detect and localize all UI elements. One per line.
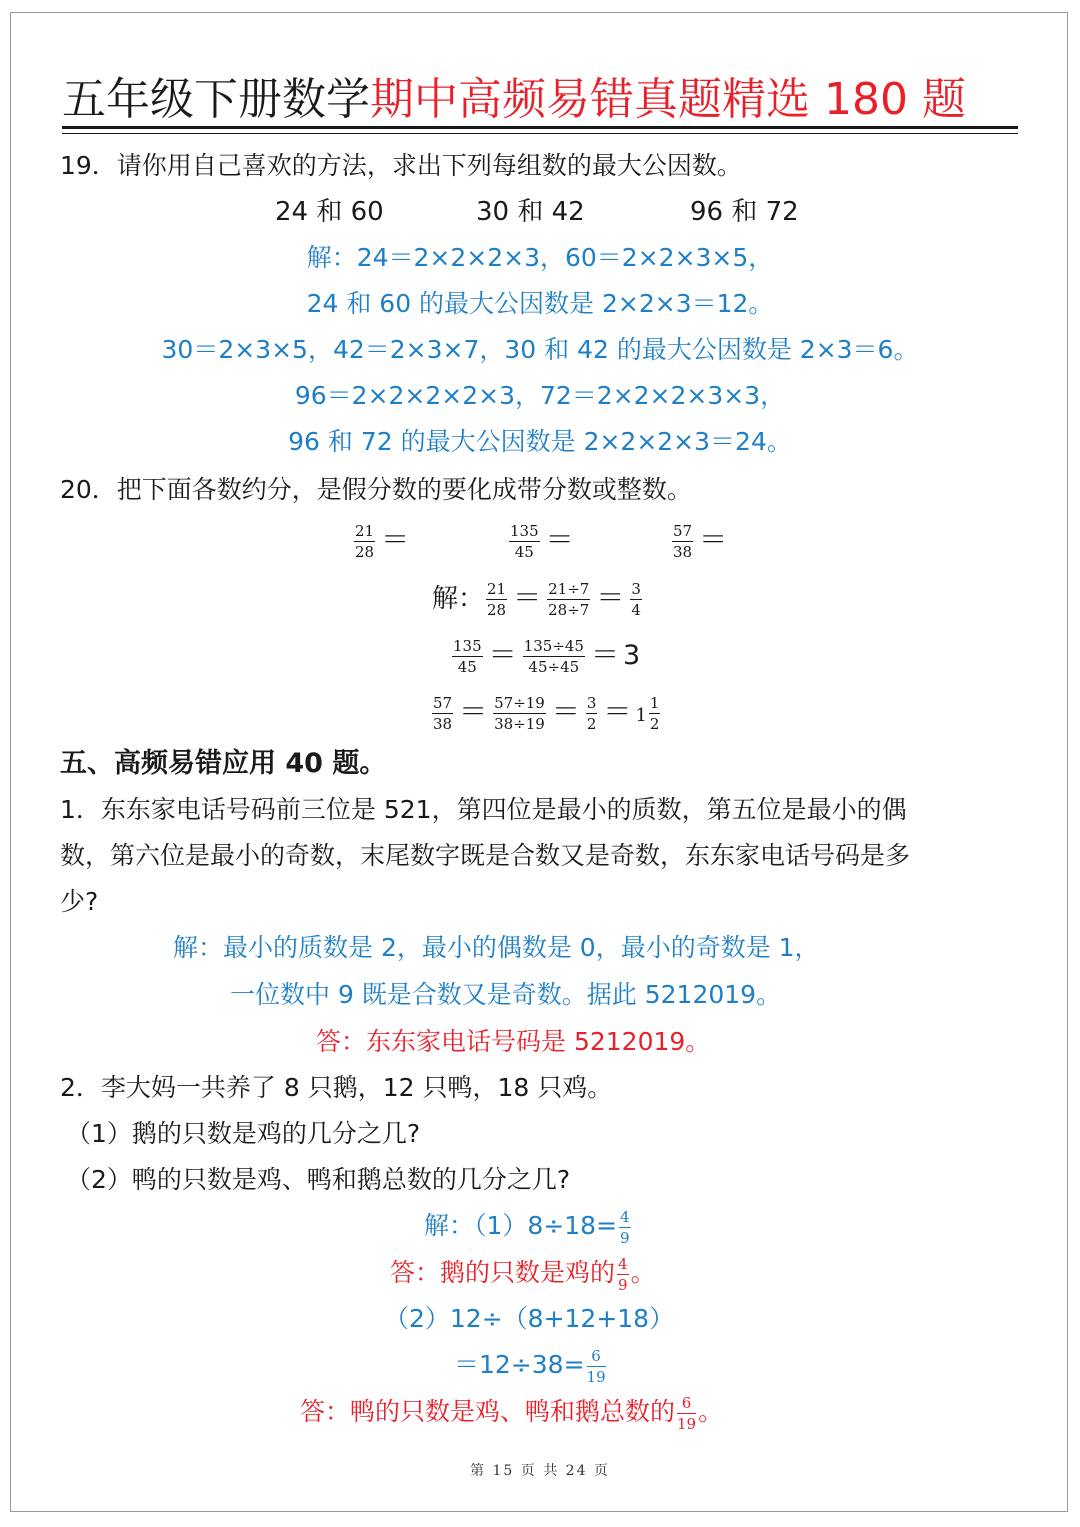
section-heading: 五、高频易错应用 40 题。	[60, 748, 387, 779]
page-title	[62, 68, 1020, 132]
fraction: $\frac{57}{38}$	[673, 522, 693, 561]
q19-group-2: 30 和 42	[476, 197, 585, 227]
q19-prompt: 19．请你用自己喜欢的方法，求出下列每组数的最大公因数。	[60, 151, 742, 180]
fraction: $\frac{1}{2}$	[649, 694, 660, 733]
q1-solution-line-2: 一位数中 9 既是合数又是奇数。据此 5212019。	[230, 980, 782, 1009]
q2-answer-1: 答：鹅的只数是鸡的 $\frac{4}{9}$ 。	[390, 1254, 656, 1294]
q20-work-1: 解： $\frac{21}{28}$ ＝ $\frac{21\div 7}{28\div 7}$ ＝ $\frac{3}{4}$	[432, 580, 641, 619]
q2-prompt: 2．李大妈一共养了 8 只鹅，12 只鸭，18 只鸡。	[60, 1073, 613, 1102]
fraction: $\frac{21}{28}$	[355, 522, 375, 561]
q19-solution-line-1: 解：24＝2×2×2×3，60＝2×2×3×5，	[306, 243, 774, 272]
q19-solution-line-5: 96 和 72 的最大公因数是 2×2×2×3＝24。	[288, 427, 792, 456]
q1-solution-line-1: 解：最小的质数是 2，最小的偶数是 0，最小的奇数是 1，	[173, 933, 820, 962]
q20-item-2: $\frac{135}{45}$ ＝	[510, 522, 574, 561]
q1-line-2: 数，第六位是最小的奇数，末尾数字既是合数又是奇数，东东家电话号码是多	[60, 841, 911, 870]
q20-item-1: $\frac{21}{28}$ ＝	[355, 522, 410, 561]
q20-prompt: 20．把下面各数约分，是假分数的要化成带分数或整数。	[60, 475, 692, 504]
fraction: $\frac{135\div 45}{45\div 45}$	[523, 637, 584, 676]
q20-jie-label: 解：	[432, 584, 485, 614]
q2-sub-1: （1）鹅的只数是鸡的几分之几?	[66, 1119, 421, 1148]
q2-sub-2: （2）鸭的只数是鸡、鸭和鹅总数的几分之几?	[66, 1165, 571, 1194]
q2-solution-2b: ＝12÷38= $\frac{6}{19}$	[454, 1346, 606, 1386]
fraction: $\frac{3}{2}$	[586, 694, 597, 733]
q1-answer: 答：东东家电话号码是 5212019。	[316, 1027, 711, 1056]
mixed-whole: 1	[635, 705, 647, 726]
fraction: $\frac{135}{45}$	[453, 637, 482, 676]
q19-group-3: 96 和 72	[690, 197, 799, 227]
q19-group-1: 24 和 60	[275, 197, 384, 227]
q2-solution-2a: （2）12÷（8+12+18）	[384, 1304, 675, 1333]
title-rule-thick	[62, 126, 1018, 129]
fraction: $\frac{6}{19}$	[677, 1393, 697, 1433]
q20-item-3: $\frac{57}{38}$ ＝	[673, 522, 728, 561]
q1-line-1: 1．东东家电话号码前三位是 521，第四位是最小的质数，第五位是最小的偶	[60, 795, 907, 824]
fraction: $\frac{21}{28}$	[487, 580, 507, 619]
q2-solution-1: 解：（1）8÷18= $\frac{4}{9}$	[424, 1207, 630, 1247]
fraction: $\frac{6}{19}$	[586, 1346, 606, 1386]
fraction: $\frac{21\div 7}{28\div 7}$	[548, 580, 590, 619]
title-red: 期中高频易错真题精选 180 题	[370, 74, 966, 125]
title-black: 五年级下册数学	[62, 74, 370, 125]
fraction: $\frac{4}{9}$	[620, 1207, 630, 1247]
q19-solution-line-4: 96＝2×2×2×2×3，72＝2×2×2×3×3，	[294, 381, 786, 410]
title-rule-thin	[62, 133, 1018, 134]
q20-work-2: $\frac{135}{45}$ ＝ $\frac{135\div 45}{45\div 45}$ ＝ 3	[453, 637, 641, 676]
q20-work-2-result: 3	[622, 640, 641, 671]
q19-solution-line-2: 24 和 60 的最大公因数是 2×2×3＝12。	[306, 289, 774, 318]
q1-line-3: 少?	[60, 887, 99, 916]
fraction: $\frac{57}{38}$	[433, 694, 453, 733]
fraction: $\frac{57\div 19}{38\div 19}$	[494, 694, 545, 733]
fraction: $\frac{135}{45}$	[510, 522, 539, 561]
q19-solution-line-3: 30＝2×3×5，42＝2×3×7，30 和 42 的最大公因数是 2×3＝6。	[161, 335, 919, 364]
q20-work-3: $\frac{57}{38}$ ＝ $\frac{57\div 19}{38\div 19}$ ＝ $\frac{3}{2}$ ＝ 1 $\frac{1}{2}$	[433, 694, 660, 733]
fraction: $\frac{3}{4}$	[631, 580, 641, 619]
page-footer: 第 15 页 共 24 页	[470, 1463, 610, 1479]
q2-answer-2: 答：鸭的只数是鸡、鸭和鹅总数的 $\frac{6}{19}$ 。	[300, 1393, 724, 1433]
fraction: $\frac{4}{9}$	[618, 1254, 628, 1294]
